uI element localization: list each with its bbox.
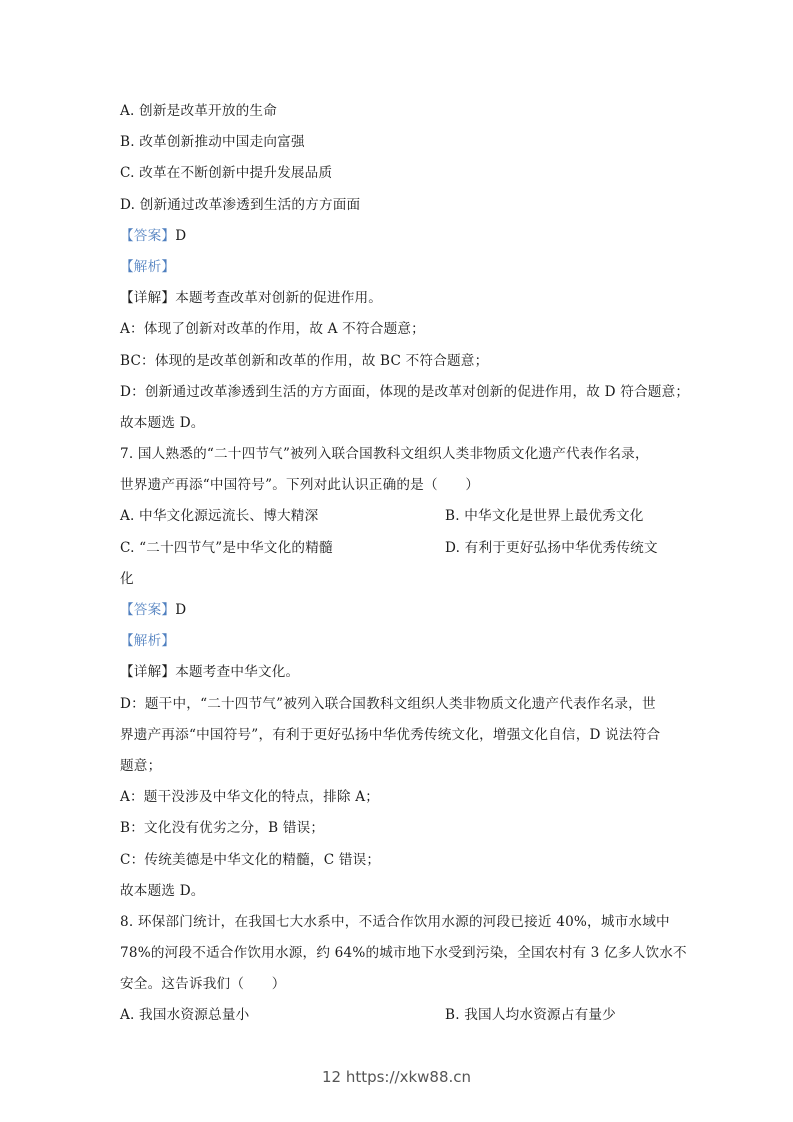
- q6-analysis-heading: [120, 252, 676, 283]
- q7-option-a: A. 中华文化源远流长、博大精深: [120, 508, 319, 525]
- document-page: [120, 96, 690, 1032]
- q7-analysis-heading: [120, 626, 676, 657]
- q6-conclusion: 故本题选 D。: [120, 414, 205, 431]
- q8-options-row-1: [120, 1000, 676, 1031]
- q6-answer: [120, 221, 676, 252]
- q7-option-b: B. 中华文化是世界上最优秀文化: [445, 508, 644, 525]
- q6-option-d: D. 创新通过改革渗透到生活的方方面面: [120, 196, 361, 213]
- q8-option-b: B. 我国人均水资源占有量少: [445, 1007, 616, 1024]
- q6-option-a: A. 创新是改革开放的生命: [120, 103, 277, 119]
- q6-explanation-d: D：创新通过改革渗透到生活的方方面面，体现的是改革对创新的促进作用，故 D 符合题意；: [120, 383, 690, 400]
- answer-value: D: [175, 227, 187, 244]
- q7-conclusion: 故本题选 D。: [120, 882, 205, 899]
- q7-stem-line-2: 世界遗产再添“中国符号”。下列对此认识正确的是（ ）: [120, 477, 480, 494]
- q7-explanation-a: A：题干没涉及中华文化的特点，排除 A；: [120, 789, 380, 806]
- q7-explanation-b: B：文化没有优劣之分，B 错误；: [120, 820, 325, 837]
- page-footer: 12 https://xkw88.cn: [321, 1068, 472, 1086]
- q7-explanation-d-line-1: D：题干中，“二十四节气”被列入联合国教科文组织人类非物质文化遗产代表作名录，世: [120, 695, 656, 712]
- q8-stem-line-1: 8. 环保部门统计，在我国七大水系中，不适合作饮用水源的河段已接近 40%，城市水域中: [120, 913, 670, 930]
- q7-option-c: C. “二十四节气”是中华文化的精髓: [120, 539, 333, 556]
- q8-option-a: A. 我国水资源总量小: [120, 1007, 250, 1024]
- q7-detail: [120, 657, 676, 688]
- detail-label: 【详解】: [120, 290, 176, 307]
- q6-detail: [120, 283, 676, 314]
- detail-text: 本题考查改革对创新的促进作用。: [175, 290, 383, 307]
- answer-label: 【答案】: [120, 602, 176, 618]
- q8-stem-line-2: 78%的河段不适合作饮用水源，约 64%的城市地下水受到污染，全国农村有 3 亿多人饮水不: [120, 945, 687, 962]
- analysis-label: 【解析】: [120, 633, 176, 650]
- q6-explanation-bc: BC：体现的是改革创新和改革的作用，故 BC 不符合题意；: [120, 352, 489, 369]
- q8-stem-line-3: 安全。这告诉我们（ ）: [120, 976, 286, 993]
- analysis-label: 【解析】: [120, 258, 176, 275]
- q6-option-b: B. 改革创新推动中国走向富强: [120, 134, 305, 151]
- q7-stem-line-1: 7. 国人熟悉的“二十四节气”被列入联合国教科文组织人类非物质文化遗产代表作名录，: [120, 446, 649, 463]
- q7-explanation-d-line-3: 题意；: [120, 757, 162, 774]
- q7-options-row-1: [120, 501, 676, 532]
- q6-explanation-a: A：体现了创新对改革的作用，故 A 不符合题意；: [120, 321, 425, 338]
- q7-option-d: D. 有利于更好弘扬中华优秀传统文: [445, 539, 658, 556]
- q7-explanation-d-line-2: 界遗产再添“中国符号”，有利于更好弘扬中华优秀传统文化，增强文化自信，D 说法符合: [120, 726, 661, 743]
- detail-label: 【详解】: [120, 664, 176, 681]
- q6-option-c: C. 改革在不断创新中提升发展品质: [120, 165, 333, 182]
- q7-option-d-continued: 化: [120, 570, 134, 587]
- q7-answer: [120, 595, 676, 626]
- q7-explanation-c: C：传统美德是中华文化的精髓，C 错误；: [120, 851, 381, 868]
- answer-value: D: [175, 602, 187, 618]
- detail-text: 本题考查中华文化。: [175, 664, 300, 681]
- answer-label: 【答案】: [120, 227, 176, 244]
- q7-options-row-2: [120, 533, 676, 564]
